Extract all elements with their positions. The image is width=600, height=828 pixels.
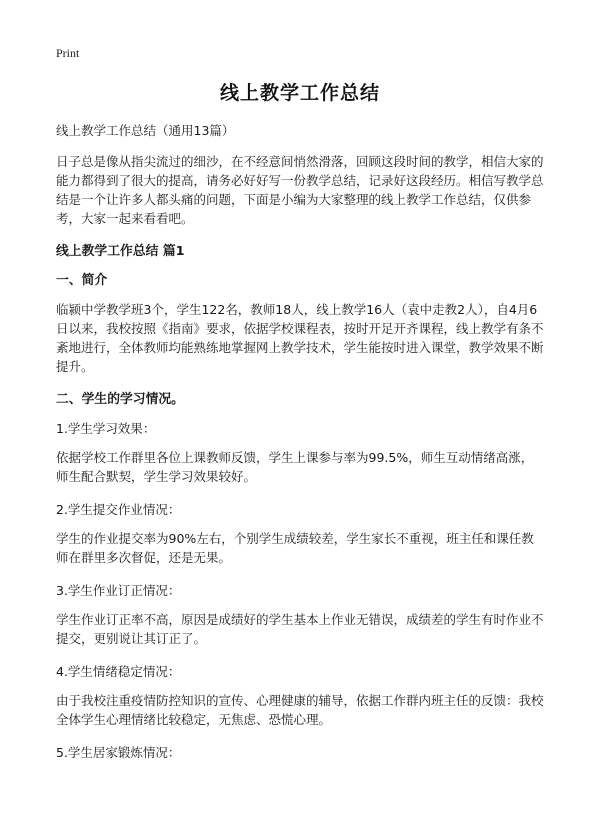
item-label: 5.学生居家锻炼情况：: [56, 745, 181, 760]
section-heading: 线上教学工作总结 篇1: [56, 244, 185, 259]
item-label: 3.学生作业订正情况：: [56, 583, 181, 598]
document-body: [56, 121, 544, 772]
page-title: 线上教学工作总结: [219, 82, 380, 104]
item-body: 依据学校工作群里各位上课教师反馈，学生上课参与率为99.5%，师生互动情绪高涨，师生配合默契，学生学习效果较好。: [56, 450, 534, 484]
item-body: 由于我校注重疫情防控知识的宣传、心理健康的辅导，依据工作群内班主任的反馈：我校全体学生心理情绪比较稳定，无焦虑、恐慌心理。: [56, 693, 544, 727]
heading-intro: 一、简介: [56, 273, 108, 288]
item-label: 1.学生学习效果：: [56, 421, 156, 436]
intro-body-paragraph: 临颍中学教学班3个，学生122名，教师18人，线上教学16人（袁中走教2人），自4月6日以来，我校按照《指南》要求，依据学校课程表，按时开足开齐课程，线上教学有条不紊地进行，全体教师均能熟练地掌握网上教学技术，学生能按时进入课堂，教学效果不断提升。: [56, 302, 544, 374]
item-label: 2.学生提交作业情况：: [56, 502, 181, 517]
print-link[interactable]: Print: [56, 46, 80, 60]
intro-paragraph: 日子总是像从指尖流过的细沙，在不经意间悄然滑落，回顾这段时间的教学，相信大家的能力都得到了很大的提高，请务必好好写一份教学总结，记录好这段经历。相信写教学总结是一个让许多人都头痛的问题，下面是小编为大家整理的线上教学工作总结，仅供参考，大家一起来看看吧。: [56, 154, 544, 226]
item-label: 4.学生情绪稳定情况：: [56, 664, 181, 679]
item-body: 学生的作业提交率为90%左右，个别学生成绩较差，学生家长不重视，班主任和课任教师在群里多次督促，还是无果。: [56, 531, 534, 565]
item-body: 学生作业订正率不高，原因是成绩好的学生基本上作业无错误，成绩差的学生有时作业不提交，更别说让其订正了。: [56, 612, 544, 646]
document-subtitle: 线上教学工作总结（通用13篇）: [56, 123, 235, 138]
heading-student-learning: 二、学生的学习情况。: [56, 392, 184, 407]
